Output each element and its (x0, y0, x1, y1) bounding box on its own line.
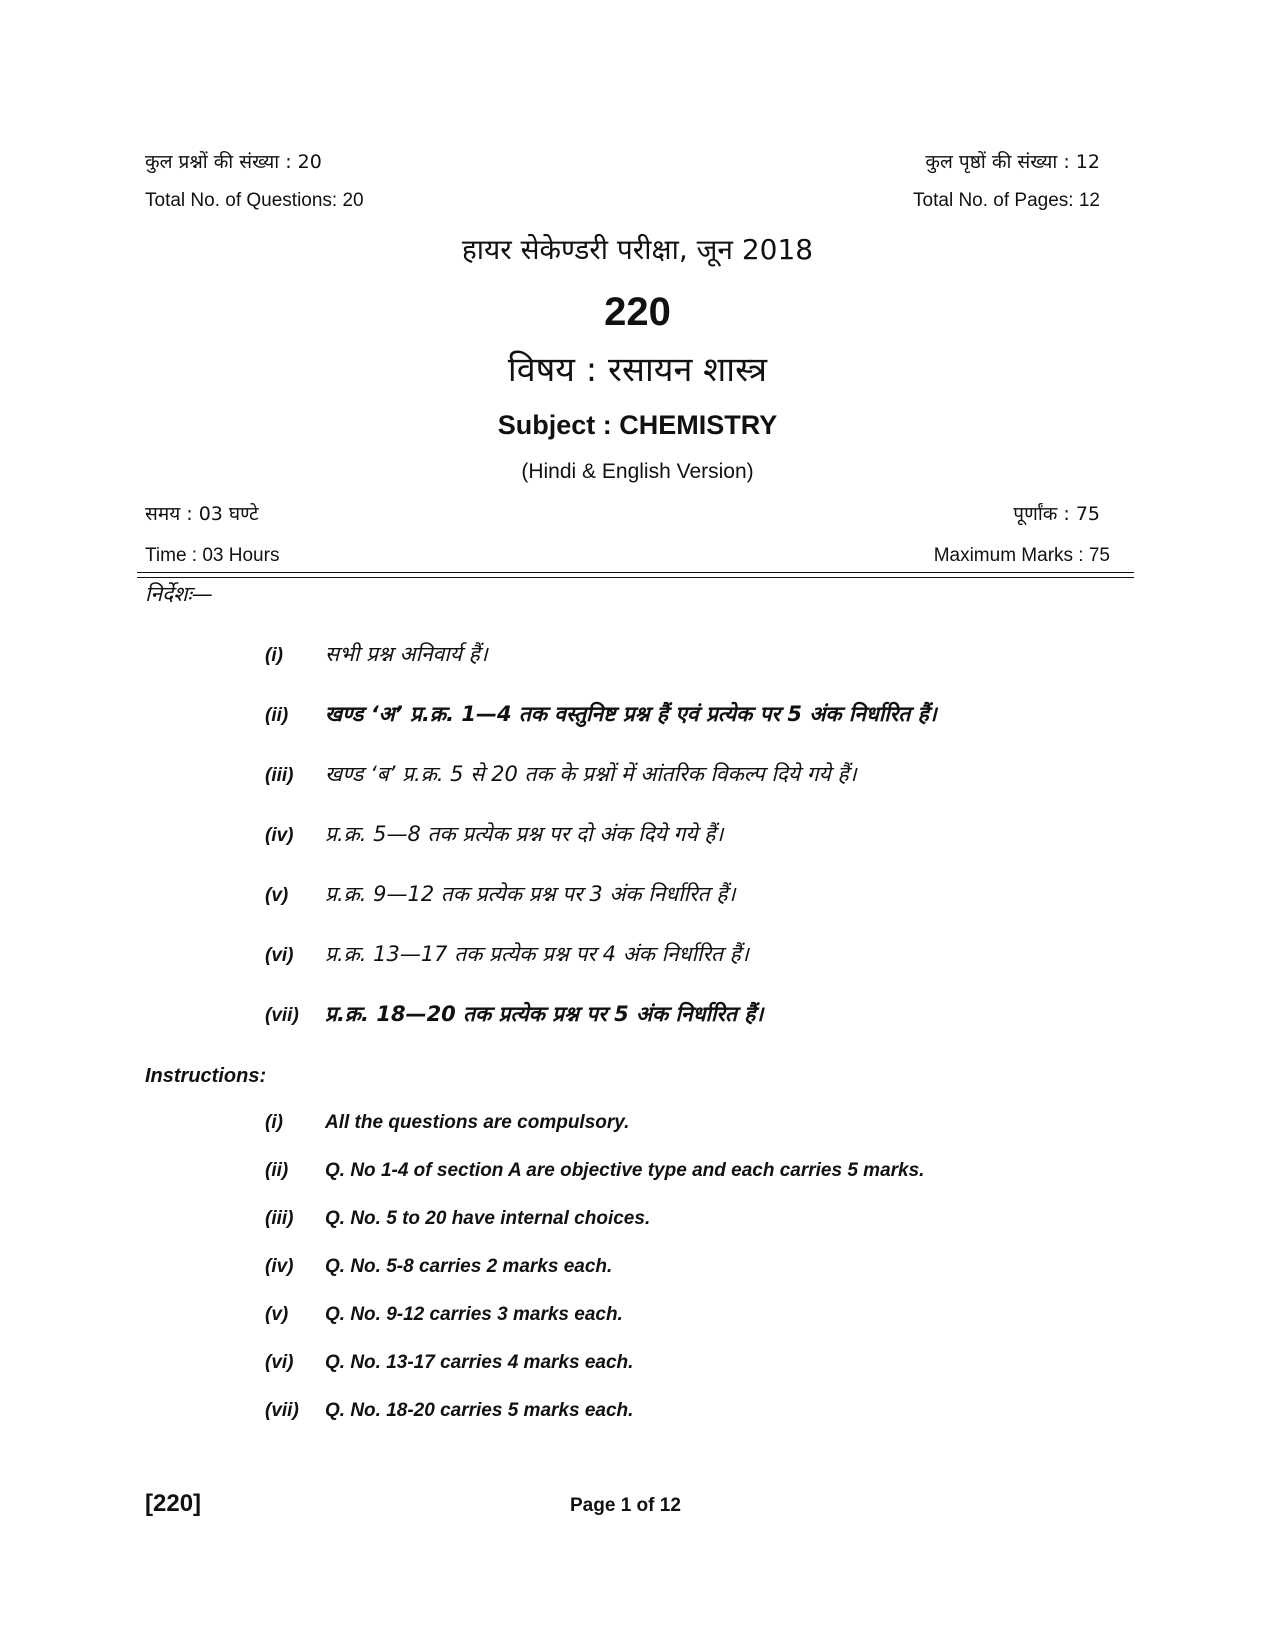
item-text: Q. No. 9-12 carries 3 marks each. (325, 1304, 623, 1325)
paper-code: 220 (604, 290, 671, 334)
list-item (265, 700, 937, 728)
item-number: (vi) (265, 945, 294, 966)
footer-paper-code: [220] (145, 1490, 202, 1517)
item-number: (v) (265, 885, 289, 906)
subject-english: Subject : CHEMISTRY (497, 410, 778, 440)
item-text: प्र.क्र. 9—12 तक प्रत्येक प्रश्न पर 3 अंक निर्धारित हैं। (325, 882, 736, 906)
list-item (265, 1112, 629, 1134)
version-note: (Hindi & English Version) (521, 460, 754, 483)
marks-hindi: पूर्णांक : 75 (1013, 503, 1100, 525)
item-number: (iv) (265, 1256, 294, 1277)
list-item (265, 1000, 763, 1028)
total-questions-hindi: कुल प्रश्नों की संख्या : 20 (145, 151, 322, 173)
list-item (265, 1304, 623, 1326)
list-item (265, 640, 488, 668)
item-number: (i) (265, 1112, 283, 1133)
list-item (265, 760, 857, 788)
list-item (265, 880, 735, 908)
item-text: Q. No. 18-20 carries 5 marks each. (325, 1400, 634, 1421)
item-text: All the questions are compulsory. (325, 1112, 630, 1133)
instructions-heading-hindi: निर्देशः— (145, 582, 213, 606)
list-item (265, 1208, 650, 1230)
item-number: (ii) (265, 705, 289, 726)
marks-english: Maximum Marks : 75 (933, 545, 1110, 566)
item-text: Q. No 1-4 of section A are objective type and each carries 5 marks. (325, 1160, 925, 1181)
item-number: (i) (265, 645, 283, 666)
item-number: (ii) (265, 1160, 289, 1181)
total-pages-english: Total No. of Pages: 12 (913, 190, 1100, 211)
list-item (265, 820, 723, 848)
item-number: (v) (265, 1304, 289, 1325)
item-text: प्र.क्र. 13—17 तक प्रत्येक प्रश्न पर 4 अंक निर्धारित हैं। (325, 942, 749, 966)
item-number: (iii) (265, 765, 294, 786)
item-text: Q. No. 5 to 20 have internal choices. (325, 1208, 651, 1229)
subject-hindi: विषय : रसायन शास्त्र (507, 350, 768, 390)
list-item (265, 1352, 633, 1374)
list-item (265, 1160, 924, 1182)
item-number: (vi) (265, 1352, 294, 1373)
item-text: प्र.क्र. 5—8 तक प्रत्येक प्रश्न पर दो अंक दिये गये हैं। (325, 822, 724, 846)
list-item (265, 1256, 612, 1278)
item-text: सभी प्रश्न अनिवार्य हैं। (325, 642, 488, 666)
item-text: Q. No. 5-8 carries 2 marks each. (325, 1256, 613, 1277)
page-number: Page 1 of 12 (570, 1495, 681, 1516)
item-number: (iv) (265, 825, 294, 846)
list-item (265, 1400, 633, 1422)
list-item (265, 940, 749, 968)
total-pages-hindi: कुल पृष्ठों की संख्या : 12 (925, 151, 1100, 173)
item-number: (vii) (265, 1005, 299, 1026)
item-number: (iii) (265, 1208, 294, 1229)
instructions-heading-english: Instructions: (145, 1065, 267, 1087)
item-text: खण्ड ‘अ’ प्र.क्र. 1—4 तक वस्तुनिष्ट प्रश्न हैं एवं प्रत्येक पर 5 अंक निर्धारित हैं। (325, 702, 937, 726)
exam-title-hindi: हायर सेकेण्डरी परीक्षा, जून 2018 (461, 233, 814, 266)
item-text: Q. No. 13-17 carries 4 marks each. (325, 1352, 634, 1373)
item-text: खण्ड ‘ब’ प्र.क्र. 5 से 20 तक के प्रश्नों में आंतरिक विकल्प दिये गये हैं। (325, 762, 857, 786)
divider-line (137, 577, 1134, 578)
total-questions-english: Total No. of Questions: 20 (145, 190, 364, 211)
time-hindi: समय : 03 घण्टे (145, 503, 259, 525)
item-text: प्र.क्र. 18—20 तक प्रत्येक प्रश्न पर 5 अंक निर्धारित हैं। (325, 1002, 764, 1026)
item-number: (vii) (265, 1400, 299, 1421)
time-english: Time : 03 Hours (145, 545, 280, 566)
divider-line (137, 572, 1134, 573)
